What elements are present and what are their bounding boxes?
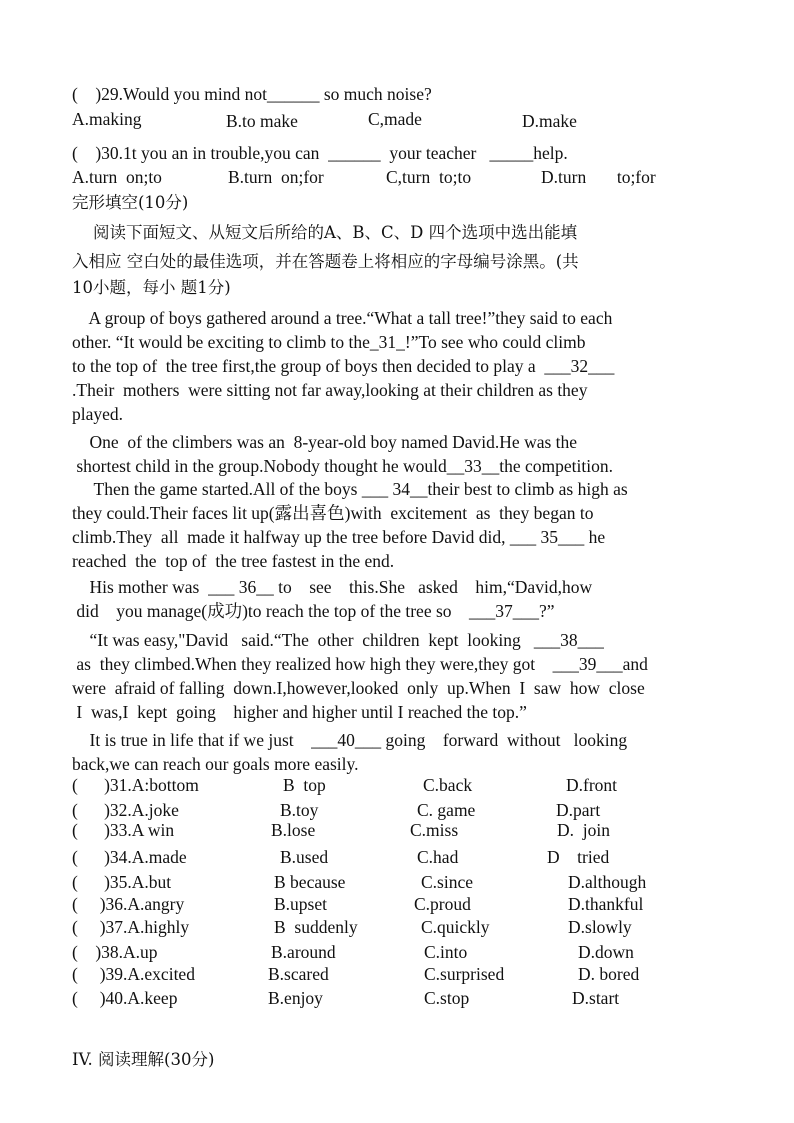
passage-paragraph-5 [72, 628, 648, 724]
question-29-option-b: B.to make [226, 111, 298, 131]
passage-line: Then the game started.All of the boys ___ 34__their best to climb as high as [72, 479, 628, 499]
question-40-option-c: C.stop [424, 988, 470, 1008]
question-39-option-b: B.scared [268, 964, 329, 984]
passage-line: I was,I kept going higher and higher until I reached the top.” [72, 702, 527, 722]
question-36-option-b: B.upset [274, 894, 327, 914]
question-32-stem: ( )32.A.joke [72, 800, 179, 820]
question-32-option-c: C. game [417, 800, 476, 820]
question-40-stem: ( )40.A.keep [72, 988, 178, 1008]
passage-line: shortest child in the group.Nobody thought he would__33__the competition. [72, 456, 613, 476]
question-37-stem: ( )37.A.highly [72, 917, 190, 937]
question-30-option-a: A.turn on;to [72, 167, 162, 187]
question-29-option-d: D.make [522, 111, 577, 131]
question-35-option-d: D.although [568, 872, 647, 892]
passage-line: It is true in life that if we just ___40___ going forward without looking [72, 730, 628, 750]
question-39-option-d: D. bored [578, 964, 640, 984]
question-35-option-c: C.since [421, 872, 474, 892]
question-32-option-b: B.toy [280, 800, 319, 820]
passage-line: His mother was ___ 36__ to see this.She asked him,“David,how [72, 577, 593, 597]
question-36-stem: ( )36.A.angry [72, 894, 185, 914]
question-29-option-a: A.making [72, 109, 142, 129]
question-40-option-b: B.enjoy [268, 988, 323, 1008]
question-36-option-c: C.proud [414, 894, 471, 914]
passage-paragraph-2 [72, 430, 613, 478]
question-39-option-c: C.surprised [424, 964, 505, 984]
question-33-option-d: D. join [557, 820, 610, 840]
question-31-option-c: C.back [423, 775, 473, 795]
passage-paragraph-4 [72, 575, 592, 623]
passage-line: did you manage(成功)to reach the top of the tree so ___37___?” [72, 601, 555, 621]
question-33-option-c: C.miss [410, 820, 459, 840]
cloze-instruction-line-1: 阅读下面短文、从短文后所给的A、B、C、D 四个选项中选出能填 [72, 223, 578, 242]
question-29-stem: ( )29.Would you mind not______ so much noise? [72, 84, 432, 104]
passage-paragraph-1 [72, 306, 614, 426]
question-36-option-d: D.thankful [568, 894, 644, 914]
question-38-option-b: B.around [271, 942, 336, 962]
passage-line: “It was easy,"David said.“The other children kept looking ___38___ [72, 630, 604, 650]
cloze-heading: 完形填空(10分) [72, 193, 189, 212]
question-30-option-b: B.turn on;for [228, 167, 324, 187]
passage-line: A group of boys gathered around a tree.“What a tall tree!”they said to each [72, 308, 613, 328]
question-33-option-b: B.lose [271, 820, 316, 840]
passage-line: as they climbed.When they realized how high they were,they got ___39___and [72, 654, 648, 674]
question-30-option-c: C,turn to;to [386, 167, 472, 187]
passage-line: .Their mothers were sitting not far away,looking at their children as they [72, 380, 588, 400]
question-34-stem: ( )34.A.made [72, 847, 187, 867]
passage-line: they could.Their faces lit up(露出喜色)with excitement as they began to [72, 503, 594, 523]
question-34-option-b: B.used [280, 847, 329, 867]
question-32-option-d: D.part [556, 800, 601, 820]
question-37-option-c: C.quickly [421, 917, 490, 937]
passage-line: other. “It would be exciting to climb to the_31_!”To see who could climb [72, 332, 586, 352]
cloze-instruction-line-3: 10小题，每小 题1分) [72, 278, 231, 297]
question-34-option-c: C.had [417, 847, 459, 867]
passage-line: to the top of the tree first,the group of boys then decided to play a ___32___ [72, 356, 615, 376]
passage-line: back,we can reach our goals more easily. [72, 754, 359, 774]
question-37-option-b: B suddenly [274, 917, 358, 937]
question-39-stem: ( )39.A.excited [72, 964, 195, 984]
question-40-option-d: D.start [572, 988, 620, 1008]
passage-line: climb.They all made it halfway up the tree before David did, ___ 35___ he [72, 527, 606, 547]
question-35-option-b: B because [274, 872, 346, 892]
question-37-option-d: D.slowly [568, 917, 632, 937]
question-38-option-c: C.into [424, 942, 468, 962]
passage-paragraph-6 [72, 728, 627, 776]
passage-line: reached the top of the tree fastest in the end. [72, 551, 395, 571]
question-30-stem: ( )30.1t you an in trouble,you can ______ your teacher _____help. [72, 143, 568, 163]
question-31-option-b: B top [283, 775, 326, 795]
question-31-option-d: D.front [566, 775, 618, 795]
passage-line: One of the climbers was an 8-year-old boy named David.He was the [72, 432, 578, 452]
reading-section-heading: IV. 阅读理解(30分) [72, 1050, 215, 1069]
question-38-option-d: D.down [578, 942, 634, 962]
question-29-option-c: C,made [368, 109, 422, 129]
question-34-option-d: D tried [547, 847, 610, 867]
question-31-stem: ( )31.A:bottom [72, 775, 199, 795]
passage-line: played. [72, 404, 124, 424]
question-38-stem: ( )38.A.up [72, 942, 158, 962]
question-30-option-d: D.turn to;for [541, 167, 656, 187]
cloze-instruction-line-2: 入相应 空白处的最佳选项，并在答题卷上将相应的字母编号涂黑。(共 [72, 252, 579, 271]
passage-line: were afraid of falling down.I,however,looked only up.When I saw how close [72, 678, 645, 698]
question-35-stem: ( )35.A.but [72, 872, 172, 892]
passage-paragraph-3 [72, 477, 628, 573]
question-33-stem: ( )33.A win [72, 820, 175, 840]
